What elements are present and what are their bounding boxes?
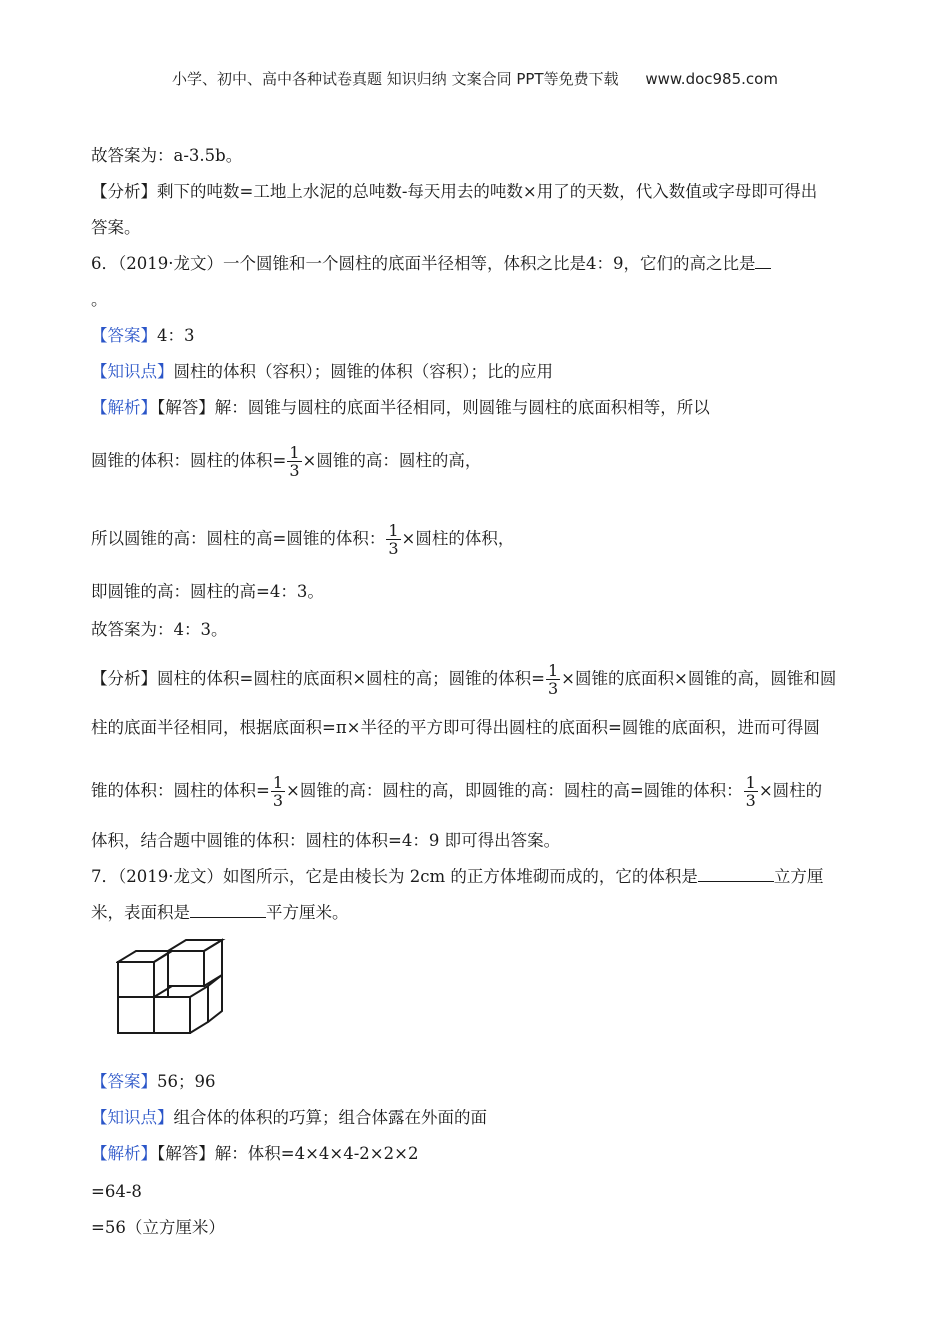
q6-answer: 【答案】4：3: [91, 326, 195, 345]
q6-step4: 故答案为：4：3。: [91, 620, 228, 639]
q7-answer: 【答案】56；96: [91, 1072, 216, 1091]
q6-step3: 即圆锥的高：圆柱的高=4：3。: [91, 582, 324, 601]
fraction-one-third: $\frac{1}{3}$: [272, 773, 284, 810]
solution-tag: 【解析】: [91, 1144, 157, 1163]
q7-question-line1: 7．（2019·龙文）如图所示，它是由棱长为 2cm 的正方体堆砌而成的，它的体积是 立方厘: [91, 867, 824, 886]
q7-solution: 【解析】【解答】解：体积=4×4×4-2×2×2: [91, 1144, 419, 1163]
header-url[interactable]: www.doc985.com: [645, 70, 778, 88]
volume-blank[interactable]: [698, 865, 774, 882]
cube-face: [118, 997, 154, 1033]
knowledge-tag: 【知识点】: [91, 362, 174, 381]
cube-face: [168, 951, 204, 986]
answer-tag: 【答案】: [91, 1072, 157, 1091]
q7-question-line2: 米，表面积是 平方厘米。: [91, 903, 349, 922]
q6-analysis-line4: 体积，结合题中圆锥的体积：圆柱的体积=4：9 即可得出答案。: [91, 831, 561, 850]
prev-analysis-line1: 【分析】剩下的吨数=工地上水泥的总吨数-每天用去的吨数×用了的天数，代入数值或字母即可得出: [91, 182, 818, 201]
q7-step1: =64-8: [91, 1182, 142, 1201]
q6-solution: 【解析】【解答】解：圆锥与圆柱的底面半径相同，则圆锥与圆柱的底面积相等，所以: [91, 398, 710, 417]
q6-step2: 所以圆锥的高：圆柱的高=圆锥的体积： $\frac{1}{3}$ ×圆柱的体积，: [91, 521, 515, 558]
q6-knowledge-point: 【知识点】圆柱的体积（容积）；圆锥的体积（容积）；比的应用: [91, 362, 553, 381]
surface-area-blank[interactable]: [190, 901, 266, 918]
cube-face: [154, 997, 190, 1033]
q7-knowledge-point: 【知识点】组合体的体积的巧算；组合体露在外面的面: [91, 1108, 487, 1127]
cube-face: [190, 986, 208, 1033]
q6-question: 6．（2019·龙文）一个圆锥和一个圆柱的底面半径相等，体积之比是4：9，它们的高之比是: [91, 252, 771, 276]
answer-tag: 【答案】: [91, 326, 157, 345]
q7-step2: =56（立方厘米）: [91, 1218, 225, 1237]
cube-face: [204, 940, 222, 986]
fraction-one-third: $\frac{1}{3}$: [289, 443, 300, 480]
solution-tag: 【解析】: [91, 398, 157, 417]
fraction-one-third: $\frac{1}{3}$: [388, 521, 399, 558]
analysis-tag: 【分析】: [91, 182, 157, 201]
header-text: 小学、初中、高中各种试卷真题 知识归纳 文案合同 PPT等免费下载: [172, 70, 619, 88]
cube-stack-figure: [116, 938, 228, 1038]
fraction-one-third: $\frac{1}{3}$: [547, 661, 559, 698]
knowledge-tag: 【知识点】: [91, 1108, 174, 1127]
cube-face: [118, 962, 154, 997]
q6-analysis-line1: 【分析】圆柱的体积=圆柱的底面积×圆柱的高；圆锥的体积= $\frac{1}{3}$ ×圆锥的底面积×圆锥的高，圆锥和圆: [91, 661, 837, 698]
q6-step1: 圆锥的体积：圆柱的体积= $\frac{1}{3}$ ×圆锥的高：圆柱的高，: [91, 443, 482, 480]
q6-question-end: 。: [91, 290, 108, 309]
page-header: [0, 68, 950, 89]
prev-analysis-line2: 答案。: [91, 218, 141, 237]
prev-answer: 故答案为：a-3.5b。: [91, 146, 243, 165]
q6-analysis-line3: 锥的体积：圆柱的体积= $\frac{1}{3}$ ×圆锥的高：圆柱的高，即圆锥的高：圆柱的高=圆锥的体积： $\frac{1}{3}$ ×圆柱的: [91, 773, 823, 810]
q6-analysis-line2: 柱的底面半径相同，根据底面积=π×半径的平方即可得出圆柱的底面积=圆锥的底面积，进而可得圆: [91, 718, 820, 737]
cube-face: [154, 986, 204, 997]
answer-blank[interactable]: [755, 252, 771, 269]
fraction-one-third: $\frac{1}{3}$: [745, 773, 756, 810]
